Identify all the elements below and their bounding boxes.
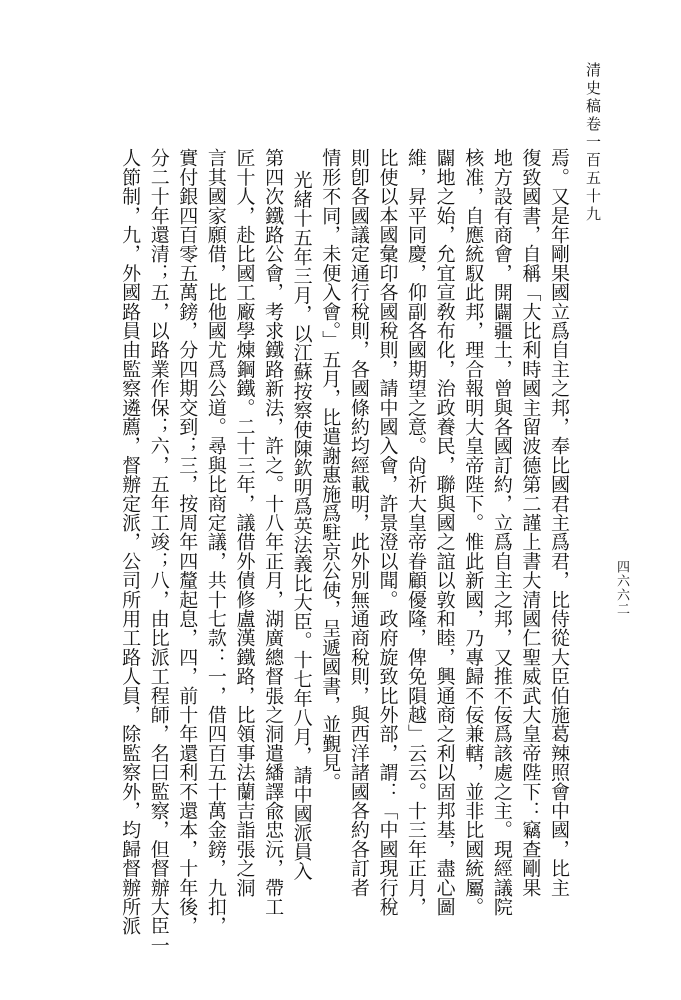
text-column: 匠十人，赴比國工廠學煉鋼鐵。二十三年，議借外債修盧漢鐵路，比領事法蘭吉詣張之洞 xyxy=(233,148,256,897)
body-text xyxy=(53,148,573,978)
text-column: 核准，自應統馭此邦，理合報明大皇帝陛下。惟此新國，乃專歸不佞兼轄，並非比國統屬。 xyxy=(462,148,485,916)
text-column: 比使以本國彙印各國稅則，請中國入會，許景澄以聞。政府旋致比外部，謂：「中國現行稅 xyxy=(376,148,399,916)
text-column: 情形不同，未便入會。」五月，比遣謝惠施爲駐京公使，呈遞國書，並覲見。 xyxy=(319,148,342,792)
text-column: 焉。又是年剛果國立爲自主之邦，奉比國君主爲君，比侍從大臣伯施葛辣照會中國，比主 xyxy=(548,148,570,897)
text-column: 維，昇平同慶，仰副各國期望之意。尙祈大皇帝眷顧優隆，俾免隕越」云云。十三年正月， xyxy=(405,148,428,916)
text-column: 則卽各國議定通行稅則，各國條約均經載明，此外別無通商稅則，與西洋諸國各約各訂者 xyxy=(347,148,370,897)
text-column: 闢地之始，允宜宣敎布化，治政養民，聯與國之誼以敦和睦，興通商之利以固邦基，盡心圖 xyxy=(433,148,456,916)
text-column: 實付銀四百零五萬鎊，分四期交到；三，按周年四釐起息，四，前十年還利不還本，十年後， xyxy=(176,148,199,936)
text-column: 言其國家願借，比他國尤爲公道。尋與比商定議，共十七款：一，借四百五十萬金鎊，九扣， xyxy=(204,148,227,936)
text-column: 分二十年還清；五，以路業作保；六，五年工竣；八，由比派工程師，名曰監察，但督辦大臣一 xyxy=(147,148,170,955)
text-column: 光緒十五年三月，以江蘇按察使陳欽明爲英法義比大臣。十七年八月，請中國派員入 xyxy=(290,170,313,881)
text-column: 地方設有商會，開闢疆土，曾與各國訂約，立爲自主之邦，又推不佞爲該處之主。現經議院 xyxy=(490,148,513,916)
book-title: 清史稿卷一百五十九 xyxy=(584,62,602,224)
text-column: 第四次鐵路公會，考求鐵路新法，許之。十八年正月，湖廣總督張之洞遣繙譯兪忠沅，帶工 xyxy=(262,148,285,916)
text-column: 復致國書，自稱「大比利時國主留波德第二謹上書大清國仁聖威武大皇帝陛下：竊查剛果 xyxy=(519,148,542,897)
page-number: 四六六二 xyxy=(614,560,629,616)
text-column: 人節制，九，外國路員由監察遴薦，督辦定派，公司所用工路人員，除監察外，均歸督辦所派 xyxy=(119,148,142,936)
